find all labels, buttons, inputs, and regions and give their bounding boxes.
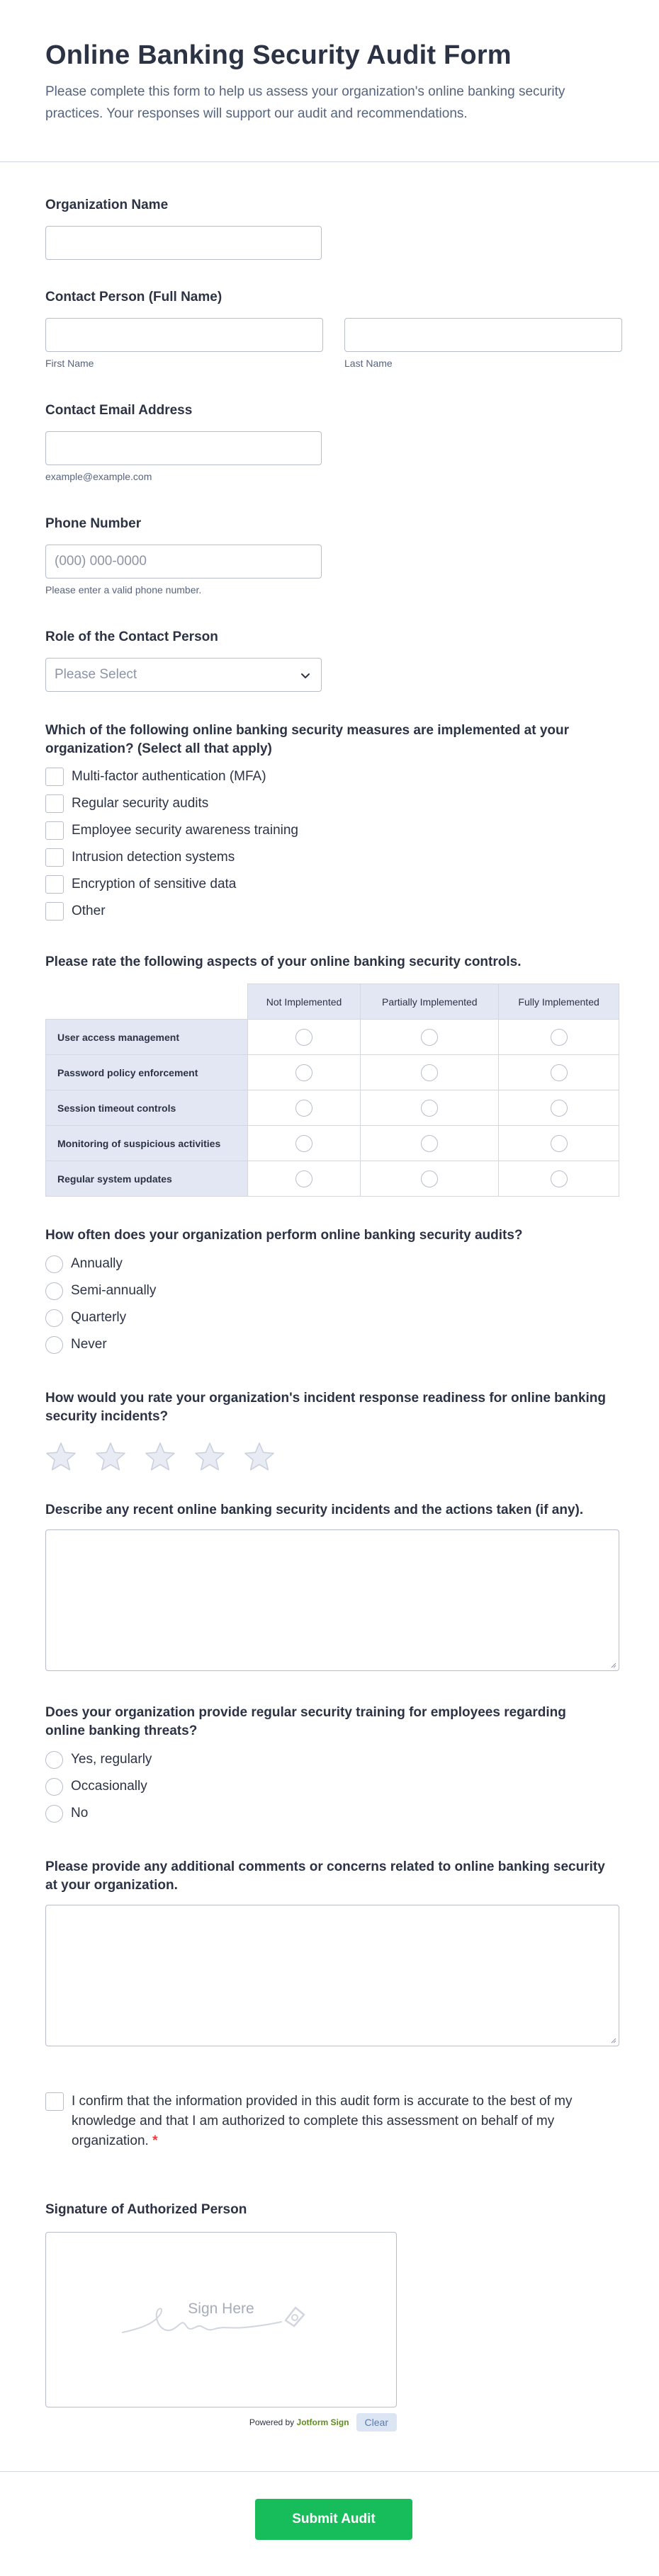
frequency-option-label: Semi-annually (71, 1283, 157, 1298)
clear-signature-button[interactable]: Clear (356, 2413, 397, 2432)
matrix-corner (46, 984, 248, 1020)
signature-question (45, 2201, 619, 2432)
measure-option[interactable] (45, 844, 619, 871)
training-question (45, 1704, 619, 1827)
matrix-row (46, 1090, 619, 1126)
form-footer (0, 2471, 659, 2576)
matrix-radio[interactable] (551, 1170, 568, 1187)
organization-name-question (45, 196, 619, 260)
form-title: Online Banking Security Audit Form (45, 40, 512, 70)
matrix-radio[interactable] (295, 1064, 312, 1081)
frequency-option-label: Never (71, 1337, 107, 1352)
powered-by (249, 2417, 349, 2427)
training-option[interactable] (45, 1800, 619, 1827)
matrix-cell (499, 1090, 619, 1126)
signature-footer (45, 2413, 397, 2432)
email-sublabel: example@example.com (45, 471, 152, 482)
signature-pen-icon (117, 2293, 322, 2343)
matrix-row-label: User access management (46, 1020, 248, 1055)
matrix-cell (247, 1055, 361, 1090)
matrix-radio[interactable] (295, 1100, 312, 1117)
phone-question (45, 515, 619, 595)
measure-option-label: Employee security awareness training (72, 823, 298, 838)
first-name-col (45, 318, 323, 369)
comments-question (45, 1858, 619, 2046)
security-controls-matrix-question (45, 953, 619, 1197)
measure-option-label: Encryption of sensitive data (72, 877, 237, 891)
matrix-cell (247, 1126, 361, 1161)
comments-label: Please provide any additional comments or concerns related to online banking security at your organization. (45, 1859, 605, 1893)
powered-by-prefix: Powered by (249, 2417, 295, 2427)
consent-question (45, 2092, 619, 2151)
measure-option[interactable] (45, 763, 619, 790)
audit-frequency-label: How often does your organization perform online banking security audits? (45, 1228, 523, 1243)
matrix-cell (361, 1055, 499, 1090)
measure-checkbox[interactable] (45, 768, 64, 786)
frequency-option-label: Quarterly (71, 1310, 127, 1325)
first-name-input[interactable] (45, 318, 323, 352)
incidents-question (45, 1501, 619, 1671)
consent-text: I confirm that the information provided in this audit form is accurate to the best of my knowledge and that I am authorized to complete this assessment on behalf of my organization. (72, 2094, 573, 2148)
measure-checkbox[interactable] (45, 848, 64, 867)
matrix-radio[interactable] (421, 1064, 438, 1081)
consent-checkbox[interactable] (45, 2092, 64, 2111)
matrix-cell (361, 1161, 499, 1197)
signature-pad[interactable] (45, 2232, 397, 2407)
incidents-textarea[interactable] (45, 1529, 619, 1671)
frequency-option[interactable] (45, 1250, 619, 1277)
matrix-row-label: Session timeout controls (46, 1090, 248, 1126)
matrix-radio[interactable] (421, 1029, 438, 1046)
form-subtitle: Please complete this form to help us assess your organization's online banking security practices. Your responses will support our audit and recommendations. (45, 84, 565, 121)
matrix-radio[interactable] (551, 1029, 568, 1046)
role-select-placeholder: Please Select (55, 667, 137, 682)
email-question (45, 401, 619, 482)
star-icon[interactable] (145, 1442, 176, 1471)
resize-grip-icon[interactable] (609, 2036, 616, 2044)
matrix-radio[interactable] (551, 1100, 568, 1117)
measure-checkbox[interactable] (45, 794, 64, 813)
submit-button[interactable]: Submit Audit (255, 2499, 412, 2540)
matrix-cell (361, 1090, 499, 1126)
frequency-radio[interactable] (45, 1336, 63, 1354)
measure-checkbox[interactable] (45, 821, 64, 840)
audit-frequency-options (45, 1250, 619, 1358)
contact-name-row (45, 318, 619, 369)
phone-label: Phone Number (45, 516, 142, 531)
matrix-cell (247, 1020, 361, 1055)
matrix-radio[interactable] (295, 1170, 312, 1187)
required-mark: * (152, 2133, 158, 2148)
security-controls-matrix (45, 984, 619, 1197)
powered-by-brand: Jotform Sign (296, 2417, 349, 2427)
phone-sublabel: Please enter a valid phone number. (45, 584, 202, 595)
form-header (0, 0, 659, 162)
first-name-sublabel: First Name (45, 358, 94, 369)
email-label: Contact Email Address (45, 403, 193, 418)
frequency-radio[interactable] (45, 1255, 63, 1273)
security-measures-question (45, 722, 619, 925)
incident-readiness-question (45, 1389, 619, 1471)
signature-label: Signature of Authorized Person (45, 2202, 247, 2217)
matrix-cell (499, 1020, 619, 1055)
last-name-sublabel: Last Name (344, 358, 393, 369)
matrix-row (46, 1020, 619, 1055)
chevron-down-icon (298, 668, 312, 683)
matrix-cell (247, 1161, 361, 1197)
matrix-row-label: Regular system updates (46, 1161, 248, 1197)
star-icon[interactable] (244, 1442, 275, 1471)
security-measures-options (45, 763, 619, 925)
phone-placeholder: (000) 000-0000 (55, 554, 147, 569)
matrix-radio[interactable] (421, 1170, 438, 1187)
security-controls-matrix-label: Please rate the following aspects of your online banking security controls. (45, 954, 522, 969)
matrix-row (46, 1161, 619, 1197)
measure-option-label: Intrusion detection systems (72, 850, 235, 865)
email-input[interactable] (45, 431, 322, 465)
signature-placeholder: Sign Here (188, 2301, 254, 2317)
matrix-cell (247, 1090, 361, 1126)
measure-checkbox[interactable] (45, 902, 64, 921)
matrix-cell (499, 1161, 619, 1197)
frequency-option[interactable] (45, 1304, 619, 1331)
measure-option-label: Regular security audits (72, 796, 209, 811)
form-content (0, 196, 659, 2432)
audit-frequency-question (45, 1226, 619, 1358)
matrix-header-row (46, 984, 619, 1020)
training-options (45, 1746, 619, 1827)
star-rating (45, 1442, 619, 1471)
matrix-radio[interactable] (551, 1135, 568, 1152)
training-label: Does your organization provide regular security training for employees regarding online banking threats? (45, 1705, 566, 1738)
training-radio[interactable] (45, 1778, 63, 1796)
matrix-radio[interactable] (551, 1064, 568, 1081)
matrix-column-header: Not Implemented (247, 984, 361, 1020)
measure-option[interactable] (45, 817, 619, 844)
matrix-row (46, 1126, 619, 1161)
matrix-row-label: Password policy enforcement (46, 1055, 248, 1090)
frequency-radio[interactable] (45, 1282, 63, 1300)
matrix-radio[interactable] (295, 1029, 312, 1046)
star-icon[interactable] (95, 1442, 126, 1471)
last-name-col (344, 318, 622, 369)
matrix-row-label: Monitoring of suspicious activities (46, 1126, 248, 1161)
frequency-option-label: Annually (71, 1256, 123, 1271)
frequency-option[interactable] (45, 1331, 619, 1358)
training-radio[interactable] (45, 1805, 63, 1823)
matrix-radio[interactable] (421, 1135, 438, 1152)
comments-textarea[interactable] (45, 1905, 619, 2046)
last-name-input[interactable] (344, 318, 622, 352)
matrix-cell (499, 1126, 619, 1161)
training-option-label: No (71, 1806, 89, 1820)
incident-readiness-label: How would you rate your organization's incident response readiness for online banking security incidents? (45, 1391, 607, 1424)
contact-person-label: Contact Person (Full Name) (45, 290, 223, 304)
role-select[interactable] (45, 658, 322, 692)
consent-label (72, 2092, 582, 2151)
matrix-cell (361, 1126, 499, 1161)
incidents-label: Describe any recent online banking security incidents and the actions taken (if any). (45, 1503, 584, 1517)
frequency-option[interactable] (45, 1277, 619, 1304)
star-icon[interactable] (45, 1442, 77, 1471)
organization-name-label: Organization Name (45, 198, 169, 212)
organization-name-input[interactable] (45, 226, 322, 260)
matrix-radio[interactable] (421, 1100, 438, 1117)
measure-option-label: Other (72, 904, 106, 918)
matrix-cell (499, 1055, 619, 1090)
matrix-cell (361, 1020, 499, 1055)
resize-grip-icon[interactable] (609, 1661, 616, 1668)
role-label: Role of the Contact Person (45, 629, 218, 644)
matrix-row (46, 1055, 619, 1090)
phone-input[interactable] (45, 545, 322, 579)
training-option[interactable] (45, 1773, 619, 1800)
measure-option[interactable] (45, 898, 619, 925)
training-option-label: Yes, regularly (71, 1752, 152, 1767)
role-question (45, 628, 619, 692)
measure-option-label: Multi-factor authentication (MFA) (72, 769, 266, 784)
measure-checkbox[interactable] (45, 875, 64, 894)
training-option[interactable] (45, 1746, 619, 1773)
frequency-radio[interactable] (45, 1309, 63, 1327)
matrix-column-header: Partially Implemented (361, 984, 499, 1020)
security-measures-label: Which of the following online banking security measures are implemented at your organization? (Select all that apply) (45, 723, 570, 756)
matrix-radio[interactable] (295, 1135, 312, 1152)
contact-person-question (45, 288, 619, 369)
star-icon[interactable] (194, 1442, 225, 1471)
measure-option[interactable] (45, 790, 619, 817)
training-radio[interactable] (45, 1751, 63, 1769)
training-option-label: Occasionally (71, 1779, 147, 1794)
measure-option[interactable] (45, 871, 619, 898)
matrix-column-header: Fully Implemented (499, 984, 619, 1020)
